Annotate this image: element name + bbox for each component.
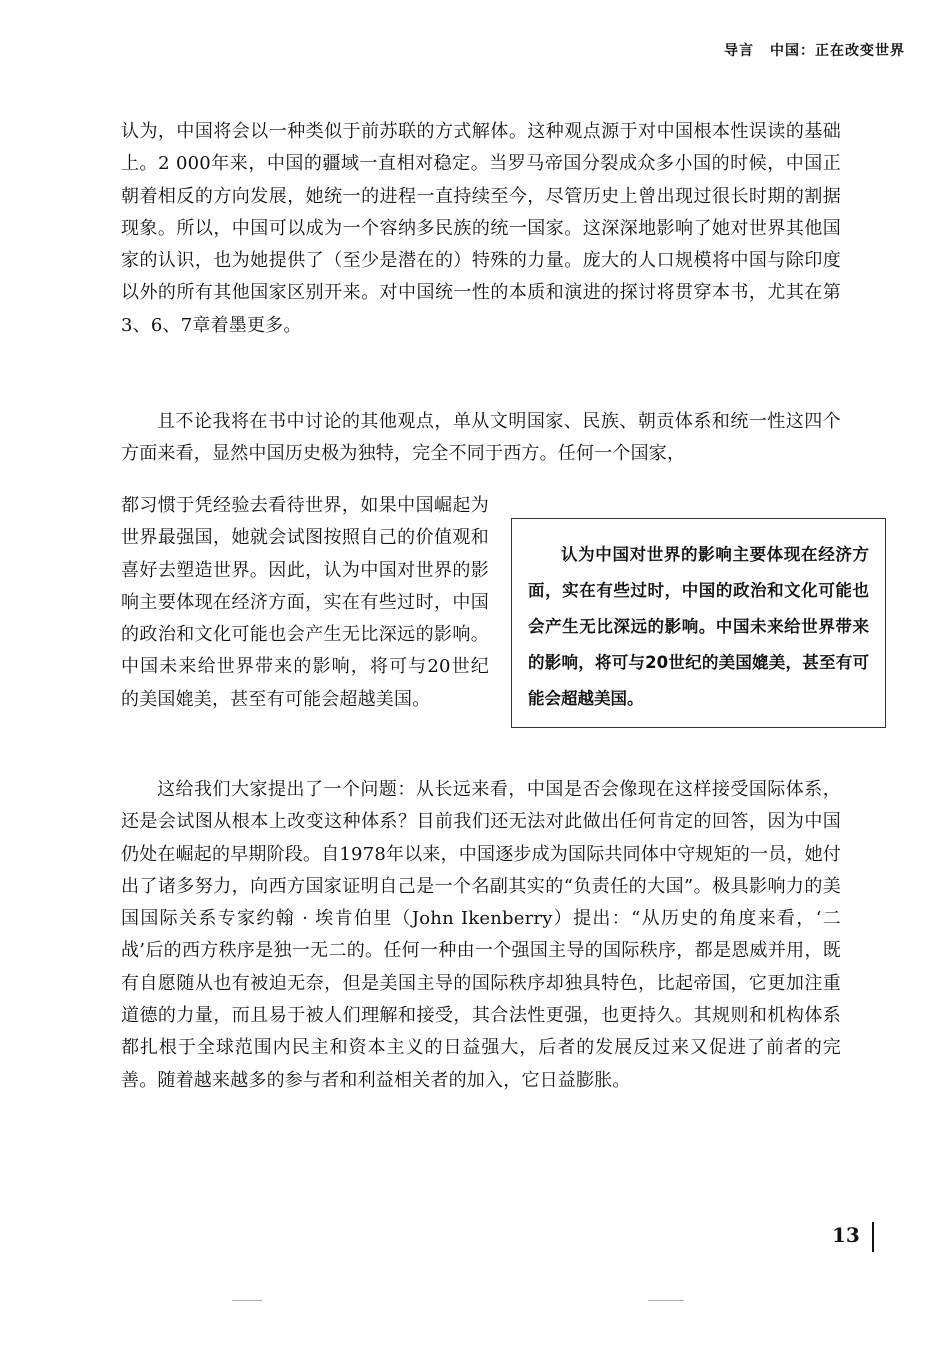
scan-mark (648, 1300, 684, 1301)
page-number-rule (872, 1222, 874, 1252)
body-paragraph-1: 认为，中国将会以一种类似于前苏联的方式解体。这种观点源于对中国根本性误读的基础上。2 000年来，中国的疆域一直相对稳定。当罗马帝国分裂成众多小国的时候，中国正朝着相反的方向发展，她统一的进程一直持续至今，尽管历史上曾出现过很长时期的割据现象。所以，中国可以成为一个容纳多民族的统一国家。这深深地影响了她对世界其他国家的认识，也为她提供了（至少是潜在的）特殊的力量。庞大的人口规模将中国与除印度以外的所有其他国家区别开来。对中国统一性的本质和演进的探讨将贯穿本书，尤其在第3、6、7章着墨更多。 (121, 121, 841, 336)
header-chapter-title: 中国：正在改变世界 (770, 43, 905, 59)
page-number: 13 (832, 1223, 860, 1247)
body-paragraph-2-narrow: 都习惯于凭经验去看待世界，如果中国崛起为世界最强国，她就会试图按照自己的价值观和喜好去塑造世界。因此，认为中国对世界的影响主要体现在经济方面，实在有些过时，中国的政治和文化可能也会产生无比深远的影响。中国未来给世界带来的影响，将可与20世纪的美国媲美，甚至有可能会超越美国。 (121, 495, 489, 710)
pull-quote-box: 认为中国对世界的影响主要体现在经济方面，实在有些过时，中国的政治和文化可能也会产生无比深远的影响。中国未来给世界带来的影响，将可与20世纪的美国媲美，甚至有可能会超越美国。 (511, 518, 886, 728)
header-section: 导言 (724, 43, 754, 59)
running-header (724, 40, 905, 60)
scan-mark (232, 1300, 262, 1301)
body-paragraph-3: 这给我们大家提出了一个问题：从长远来看，中国是否会像现在这样接受国际体系，还是会试图从根本上改变这种体系？目前我们还无法对此做出任何肯定的回答，因为中国仍处在崛起的早期阶段。自1978年以来，中国逐步成为国际共同体中守规矩的一员，她付出了诸多努力，向西方国家证明自己是一个名副其实的“负责任的大国”。极具影响力的美国国际关系专家约翰 · 埃肯伯里（John Ikenberry）提出：“从历史的角度来看，‘二战’后的西方秩序是独一无二的。任何一种由一个强国主导的国际秩序，都是恩威并用，既有自愿随从也有被迫无奈，但是美国主导的国际秩序却独具特色，比起帝国，它更加注重道德的力量，而且易于被人们理解和接受，其合法性更强，也更持久。其规则和机构体系都扎根于全球范围内民主和资本主义的日益强大，后者的发展反过来又促进了前者的完善。随着越来越多的参与者和利益相关者的加入，它日益膨胀。 (121, 779, 842, 1091)
body-paragraph-2-full: 且不论我将在书中讨论的其他观点，单从文明国家、民族、朝贡体系和统一性这四个方面来看，显然中国历史极为独特，完全不同于西方。任何一个国家， (121, 411, 841, 465)
